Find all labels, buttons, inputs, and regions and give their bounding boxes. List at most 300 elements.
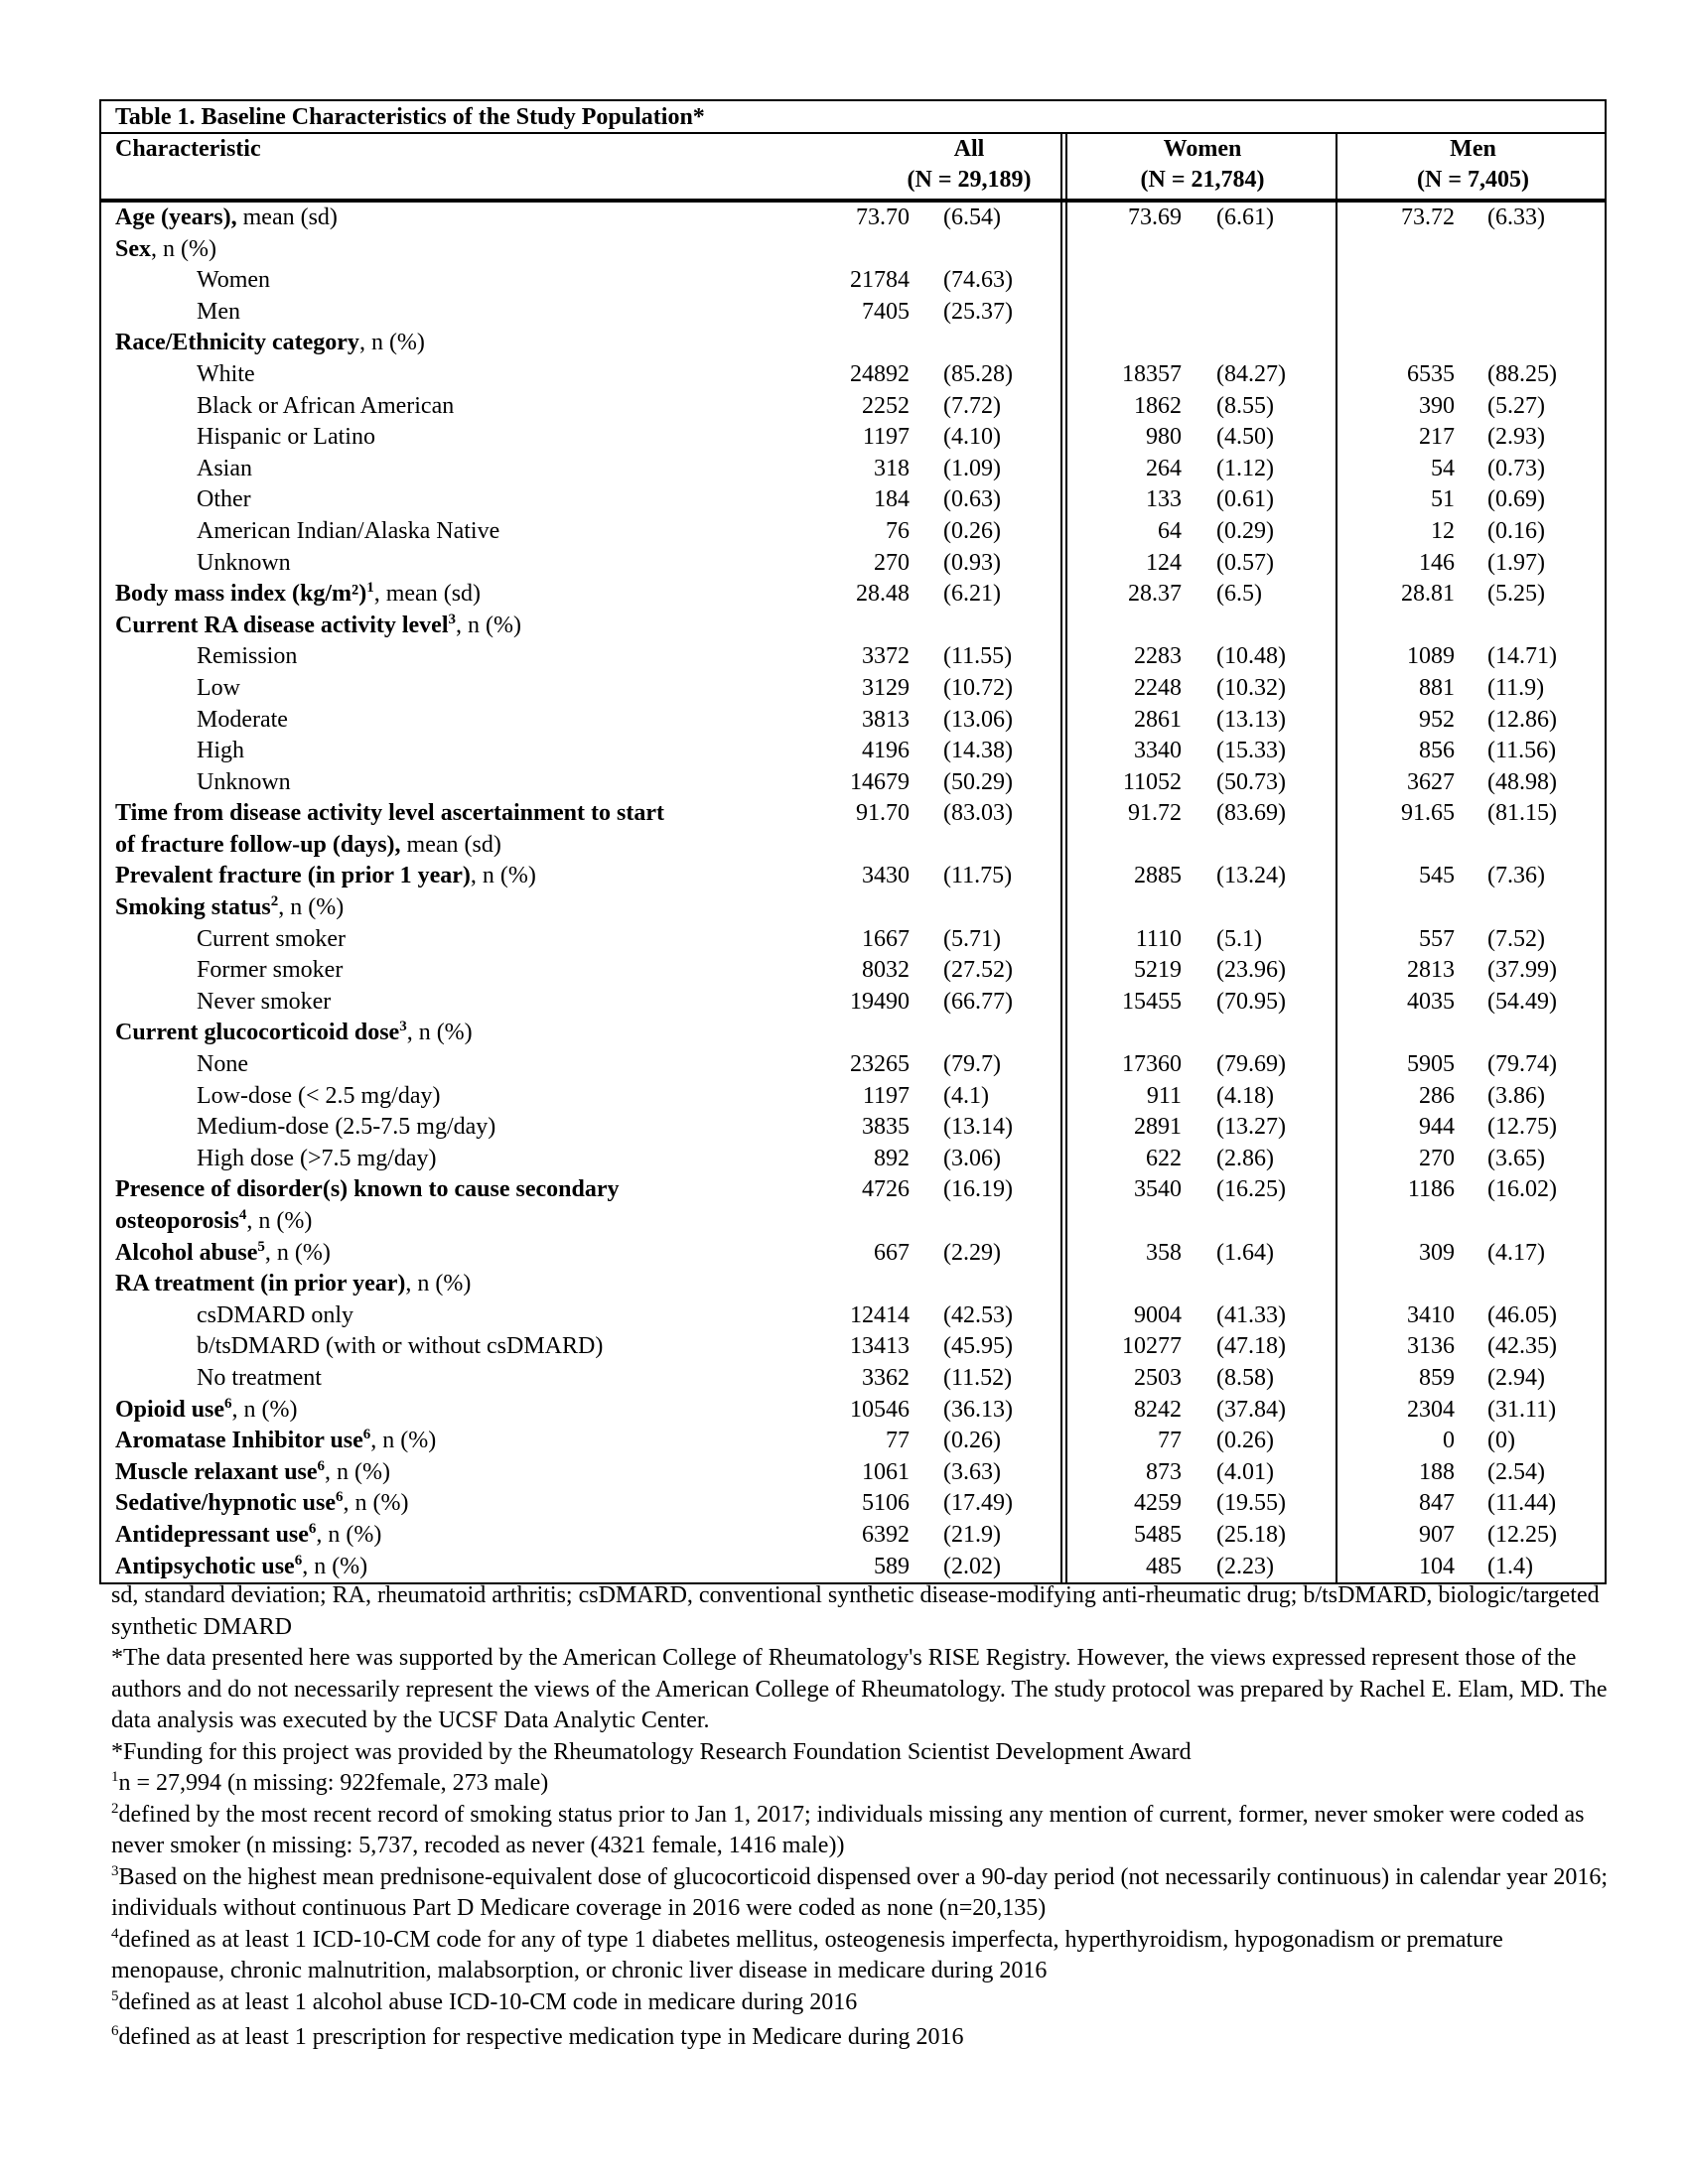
all-value: 14679 [850, 768, 910, 795]
men-value: 54 [1431, 455, 1455, 481]
table-row [101, 767, 1605, 799]
all-value: 184 [874, 486, 910, 513]
all-percent: (4.1) [943, 1082, 989, 1109]
women-value: 15455 [1122, 988, 1182, 1015]
row-label-unit: , n (%) [325, 1458, 391, 1485]
men-value: 0 [1443, 1428, 1455, 1454]
all-value: 1667 [862, 925, 910, 952]
men-percent: (5.27) [1487, 392, 1545, 419]
all-value: 3129 [862, 674, 910, 701]
all-value: 270 [874, 549, 910, 576]
women-value: 2861 [1134, 706, 1182, 733]
header-all-n: (N = 29,189) [907, 167, 1032, 193]
footnote [111, 1768, 1620, 1800]
footnote-marker: 6 [308, 1520, 317, 1537]
table-row [101, 234, 1605, 266]
men-value: 4035 [1407, 988, 1455, 1015]
row-label-text: Medium-dose (2.5-7.5 mg/day) [197, 1114, 496, 1141]
women-percent: (8.55) [1216, 392, 1274, 419]
men-percent: (46.05) [1487, 1301, 1557, 1328]
table-row [101, 1174, 1605, 1206]
women-value: 622 [1146, 1145, 1182, 1171]
row-label-text: Current smoker [197, 925, 346, 952]
men-percent: (7.36) [1487, 863, 1545, 889]
row-label-bold: osteoporosis [115, 1208, 239, 1234]
men-value: 952 [1419, 706, 1455, 733]
row-label [115, 892, 344, 924]
row-label [115, 830, 501, 862]
women-percent: (0.29) [1216, 517, 1274, 544]
women-value: 1110 [1135, 925, 1182, 952]
table-row [101, 1488, 1605, 1520]
men-value: 1089 [1407, 643, 1455, 670]
footnote-marker: 6 [336, 1489, 344, 1506]
all-percent: (3.06) [943, 1145, 1001, 1171]
row-label [115, 1552, 367, 1583]
footnote-marker: 6 [294, 1552, 303, 1569]
women-value: 2891 [1134, 1114, 1182, 1141]
row-label [115, 1238, 331, 1270]
footnote-number: 5 [111, 1987, 119, 2004]
men-percent: (0.73) [1487, 455, 1545, 481]
row-label-text: Remission [197, 643, 298, 670]
women-value: 18357 [1122, 360, 1182, 387]
footnote-text: n = 27,994 (n missing: 922female, 273 male) [118, 1770, 549, 1796]
all-percent: (3.63) [943, 1458, 1001, 1485]
row-label [197, 955, 343, 987]
table-row [101, 1018, 1605, 1049]
women-value: 77 [1158, 1428, 1182, 1454]
row-label-unit: , n (%) [316, 1521, 382, 1548]
table-row [101, 1144, 1605, 1175]
row-label-unit: , n (%) [151, 235, 216, 262]
row-label [115, 611, 521, 642]
men-value: 557 [1419, 925, 1455, 952]
row-label-bold: Sedative/hypnotic use [115, 1490, 337, 1517]
men-value: 847 [1419, 1490, 1455, 1517]
men-percent: (12.25) [1487, 1521, 1557, 1548]
all-percent: (45.95) [943, 1333, 1013, 1360]
footnote-text: *The data presented here was supported by the American College of Rheumatology's RISE Registry. However, the views expressed represent those of the authors and do not necessarily represent the views of the American College of Rheumatology. The study protocol was prepared by Rachel E. Elam, MD. The data analysis was executed by the UCSF Data Analytic Center. [111, 1645, 1608, 1733]
all-value: 73.70 [856, 205, 910, 230]
women-percent: (4.50) [1216, 424, 1274, 451]
all-percent: (50.29) [943, 768, 1013, 795]
men-percent: (12.86) [1487, 706, 1557, 733]
row-label [197, 1331, 603, 1363]
table-row [101, 391, 1605, 423]
row-label [197, 767, 291, 799]
table-row [101, 1206, 1605, 1238]
row-label-unit: , n (%) [406, 1020, 473, 1046]
men-value: 104 [1419, 1553, 1455, 1579]
all-value: 4726 [862, 1176, 910, 1203]
women-value: 3340 [1134, 738, 1182, 764]
row-label [115, 328, 425, 359]
table-row [101, 641, 1605, 673]
women-percent: (23.96) [1216, 957, 1286, 984]
women-value: 4259 [1134, 1490, 1182, 1517]
row-label-unit: , n (%) [456, 612, 521, 638]
row-label-unit: , n (%) [358, 330, 425, 356]
women-value: 64 [1158, 517, 1182, 544]
footnote-number: 6 [111, 2023, 119, 2039]
women-value: 124 [1146, 549, 1182, 576]
women-percent: (5.1) [1216, 925, 1262, 952]
all-percent: (2.02) [943, 1553, 1001, 1579]
all-value: 2252 [862, 392, 910, 419]
all-percent: (85.28) [943, 360, 1013, 387]
row-label-bold: Antidepressant use [115, 1521, 309, 1548]
row-label-text: Other [197, 486, 251, 513]
all-value: 1061 [862, 1458, 910, 1485]
women-percent: (0.57) [1216, 549, 1274, 576]
footnote-number: 1 [111, 1769, 119, 1785]
row-label-bold: of fracture follow-up (days), [115, 831, 401, 858]
all-percent: (6.54) [943, 205, 1001, 230]
row-label [197, 484, 251, 516]
all-percent: (0.93) [943, 549, 1001, 576]
all-value: 76 [886, 517, 910, 544]
row-label-text: No treatment [197, 1364, 322, 1391]
row-label-bold: Antipsychotic use [115, 1553, 295, 1579]
row-label-bold: Race/Ethnicity category [115, 330, 359, 356]
men-value: 2813 [1407, 957, 1455, 984]
table-row [101, 892, 1605, 924]
all-percent: (66.77) [943, 988, 1013, 1015]
row-label-unit: , n (%) [264, 1239, 331, 1266]
header-characteristic: Characteristic [115, 136, 261, 162]
footnote-marker: 1 [366, 580, 374, 597]
row-label [197, 422, 375, 454]
women-percent: (10.32) [1216, 674, 1286, 701]
row-label [197, 641, 297, 673]
all-value: 892 [874, 1145, 910, 1171]
men-value: 188 [1419, 1458, 1455, 1485]
all-value: 1197 [862, 424, 910, 451]
footnote [111, 1643, 1620, 1737]
row-label [197, 265, 270, 297]
all-percent: (11.75) [943, 863, 1013, 889]
all-percent: (11.52) [943, 1364, 1013, 1391]
row-label-bold: Opioid use [115, 1396, 225, 1423]
all-percent: (25.37) [943, 298, 1013, 325]
row-label-bold: Current RA disease activity level [115, 612, 449, 638]
men-percent: (81.15) [1487, 800, 1557, 827]
table-body [101, 203, 1605, 1582]
row-label-bold: Current glucocorticoid dose [115, 1020, 400, 1046]
all-percent: (4.10) [943, 424, 1001, 451]
row-label [115, 579, 481, 611]
row-label [115, 203, 338, 234]
all-percent: (6.21) [943, 581, 1001, 608]
table-row [101, 516, 1605, 548]
men-value: 309 [1419, 1239, 1455, 1266]
all-percent: (16.19) [943, 1176, 1013, 1203]
table-row [101, 798, 1605, 830]
table-row [101, 328, 1605, 359]
table-row [101, 1395, 1605, 1427]
header-men-n: (N = 7,405) [1417, 167, 1529, 193]
row-label [197, 1112, 495, 1144]
men-percent: (1.97) [1487, 549, 1545, 576]
men-percent: (3.65) [1487, 1145, 1545, 1171]
men-value: 856 [1419, 738, 1455, 764]
men-percent: (48.98) [1487, 768, 1557, 795]
all-value: 13413 [850, 1333, 910, 1360]
row-label-text: High dose (>7.5 mg/day) [197, 1145, 437, 1171]
men-value: 270 [1419, 1145, 1455, 1171]
women-percent: (19.55) [1216, 1490, 1286, 1517]
row-label [197, 987, 331, 1019]
men-percent: (0.16) [1487, 517, 1545, 544]
men-percent: (12.75) [1487, 1114, 1557, 1141]
header-men [1337, 134, 1609, 199]
row-label-bold: RA treatment (in prior year) [115, 1271, 406, 1297]
men-percent: (0) [1487, 1428, 1515, 1454]
all-percent: (13.06) [943, 706, 1013, 733]
women-percent: (15.33) [1216, 738, 1286, 764]
table-row [101, 611, 1605, 642]
all-value: 6392 [862, 1521, 910, 1548]
all-percent: (13.14) [943, 1114, 1013, 1141]
women-percent: (4.18) [1216, 1082, 1274, 1109]
men-value: 28.81 [1401, 581, 1455, 608]
table-row [101, 1112, 1605, 1144]
men-value: 3410 [1407, 1301, 1455, 1328]
footnote [111, 1737, 1620, 1769]
footnote-marker: 6 [317, 1457, 326, 1474]
all-value: 19490 [850, 988, 910, 1015]
all-value: 7405 [862, 298, 910, 325]
row-label-unit: , n (%) [278, 894, 345, 921]
row-label [197, 1363, 322, 1395]
row-label [197, 548, 291, 580]
row-label-text: Unknown [197, 549, 291, 576]
men-percent: (79.74) [1487, 1051, 1557, 1078]
row-label [115, 1174, 620, 1206]
table-row [101, 454, 1605, 485]
footnote [111, 1987, 1620, 2019]
all-value: 3813 [862, 706, 910, 733]
all-percent: (42.53) [943, 1301, 1013, 1328]
women-value: 8242 [1134, 1396, 1182, 1423]
women-percent: (10.48) [1216, 643, 1286, 670]
row-label-bold: Alcohol abuse [115, 1239, 258, 1266]
header-all-label: All [953, 136, 985, 162]
table-row [101, 484, 1605, 516]
row-label-bold: Muscle relaxant use [115, 1458, 318, 1485]
all-value: 318 [874, 455, 910, 481]
all-value: 77 [886, 1428, 910, 1454]
row-label-bold: Smoking status [115, 894, 271, 921]
row-label [197, 736, 244, 767]
women-percent: (8.58) [1216, 1364, 1274, 1391]
row-label [197, 924, 346, 956]
all-percent: (0.26) [943, 517, 1001, 544]
women-percent: (84.27) [1216, 360, 1286, 387]
all-value: 667 [874, 1239, 910, 1266]
row-label-unit: mean (sd) [400, 831, 501, 858]
footnote [111, 1862, 1620, 1925]
all-value: 10546 [850, 1396, 910, 1423]
all-value: 23265 [850, 1051, 910, 1078]
row-label [197, 1144, 437, 1175]
men-value: 286 [1419, 1082, 1455, 1109]
women-percent: (37.84) [1216, 1396, 1286, 1423]
all-percent: (11.55) [943, 643, 1013, 670]
footnote-marker: 4 [238, 1207, 247, 1223]
footnote [111, 2022, 1620, 2054]
table-row [101, 548, 1605, 580]
women-percent: (1.12) [1216, 455, 1274, 481]
women-value: 3540 [1134, 1176, 1182, 1203]
table-title: Table 1. Baseline Characteristics of the Study Population* [101, 101, 1605, 134]
footnote-marker: 3 [448, 611, 456, 627]
table-row [101, 1081, 1605, 1113]
men-value: 3136 [1407, 1333, 1455, 1360]
women-percent: (1.64) [1216, 1239, 1274, 1266]
women-value: 28.37 [1128, 581, 1182, 608]
header-women-label: Women [1163, 136, 1242, 162]
row-label [115, 1426, 436, 1457]
women-value: 2503 [1134, 1364, 1182, 1391]
row-label-text: Men [197, 298, 240, 325]
all-percent: (74.63) [943, 267, 1013, 294]
row-label-text: Never smoker [197, 988, 332, 1015]
row-label-unit: , n (%) [343, 1490, 409, 1517]
row-label-text: American Indian/Alaska Native [197, 517, 500, 544]
women-percent: (2.23) [1216, 1553, 1274, 1579]
women-value: 485 [1146, 1553, 1182, 1579]
footnote-text: defined by the most recent record of smoking status prior to Jan 1, 2017; individuals missing any mention of current, former, never smoker were coded as never smoker (n missing: 5,737, recoded as never (4321 female, 1416 male)) [111, 1801, 1585, 1858]
men-value: 217 [1419, 424, 1455, 451]
men-percent: (42.35) [1487, 1333, 1557, 1360]
row-label-text: Former smoker [197, 957, 344, 984]
row-label-text: Unknown [197, 768, 291, 795]
all-value: 3430 [862, 863, 910, 889]
women-value: 73.69 [1128, 205, 1182, 230]
header-all [876, 134, 1062, 199]
table-row [101, 705, 1605, 737]
row-label [115, 234, 216, 266]
column-divider-all-women-b [1065, 134, 1067, 1582]
row-label [115, 1488, 409, 1520]
row-label-text: High [197, 738, 244, 764]
men-value: 3627 [1407, 768, 1455, 795]
row-label-text: Low [197, 674, 240, 701]
women-value: 5219 [1134, 957, 1182, 984]
all-value: 8032 [862, 957, 910, 984]
men-value: 907 [1419, 1521, 1455, 1548]
women-value: 911 [1146, 1082, 1182, 1109]
all-percent: (21.9) [943, 1521, 1001, 1548]
row-label [197, 705, 288, 737]
footnote-marker: 3 [399, 1019, 407, 1035]
table-row [101, 1269, 1605, 1300]
women-value: 358 [1146, 1239, 1182, 1266]
footnote-marker: 6 [224, 1395, 232, 1412]
table-header [101, 134, 1605, 203]
men-percent: (11.44) [1487, 1490, 1557, 1517]
all-value: 3372 [862, 643, 910, 670]
row-label-unit: , n (%) [231, 1396, 298, 1423]
table-row [101, 1049, 1605, 1081]
row-label-text: Black or African American [197, 392, 455, 419]
men-percent: (3.86) [1487, 1082, 1545, 1109]
footnote-number: 3 [111, 1862, 119, 1879]
women-percent: (6.61) [1216, 205, 1274, 230]
table-row [101, 673, 1605, 705]
women-value: 1862 [1134, 392, 1182, 419]
row-label-bold: Sex [115, 235, 151, 262]
column-divider-women-men [1336, 134, 1337, 1582]
all-value: 1197 [862, 1082, 910, 1109]
row-label-unit: , n (%) [246, 1208, 313, 1234]
all-value: 5106 [862, 1490, 910, 1517]
women-percent: (41.33) [1216, 1301, 1286, 1328]
men-percent: (16.02) [1487, 1176, 1557, 1203]
all-value: 28.48 [856, 581, 910, 608]
men-value: 545 [1419, 863, 1455, 889]
row-label-bold: Time from disease activity level ascertainment to start [115, 800, 664, 827]
row-label-bold: Age (years), [115, 205, 237, 230]
men-percent: (2.93) [1487, 424, 1545, 451]
men-value: 12 [1431, 517, 1455, 544]
women-percent: (70.95) [1216, 988, 1286, 1015]
row-label-text: Asian [197, 455, 252, 481]
women-percent: (47.18) [1216, 1333, 1286, 1360]
women-value: 2283 [1134, 643, 1182, 670]
footnote [111, 1800, 1620, 1862]
row-label [197, 516, 499, 548]
table-row [101, 987, 1605, 1019]
table-row [101, 861, 1605, 892]
men-percent: (2.54) [1487, 1458, 1545, 1485]
women-percent: (79.69) [1216, 1051, 1286, 1078]
men-value: 6535 [1407, 360, 1455, 387]
men-percent: (37.99) [1487, 957, 1557, 984]
men-percent: (7.52) [1487, 925, 1545, 952]
row-label-unit: , mean (sd) [373, 581, 482, 608]
row-label [197, 673, 240, 705]
all-value: 4196 [862, 738, 910, 764]
footnote-marker: 5 [257, 1238, 265, 1255]
all-value: 24892 [850, 360, 910, 387]
men-percent: (5.25) [1487, 581, 1545, 608]
all-percent: (7.72) [943, 392, 1001, 419]
women-percent: (13.24) [1216, 863, 1286, 889]
footnote-text: *Funding for this project was provided by the Rheumatology Research Foundation Scientist Development Award [111, 1738, 1192, 1765]
all-value: 91.70 [856, 800, 910, 827]
women-percent: (13.13) [1216, 706, 1286, 733]
table-row [101, 422, 1605, 454]
all-percent: (0.63) [943, 486, 1001, 513]
all-value: 3835 [862, 1114, 910, 1141]
row-label [197, 297, 240, 329]
row-label [197, 1300, 353, 1332]
women-value: 133 [1146, 486, 1182, 513]
all-percent: (10.72) [943, 674, 1013, 701]
footnote-text: defined as at least 1 alcohol abuse ICD-10-CM code in medicare during 2016 [118, 1988, 858, 2015]
row-label [115, 1206, 312, 1238]
table-row [101, 297, 1605, 329]
row-label-bold: Aromatase Inhibitor use [115, 1428, 363, 1454]
all-percent: (17.49) [943, 1490, 1013, 1517]
women-percent: (13.27) [1216, 1114, 1286, 1141]
baseline-characteristics-table [99, 99, 1607, 1584]
row-label [197, 391, 454, 423]
men-percent: (31.11) [1487, 1396, 1557, 1423]
